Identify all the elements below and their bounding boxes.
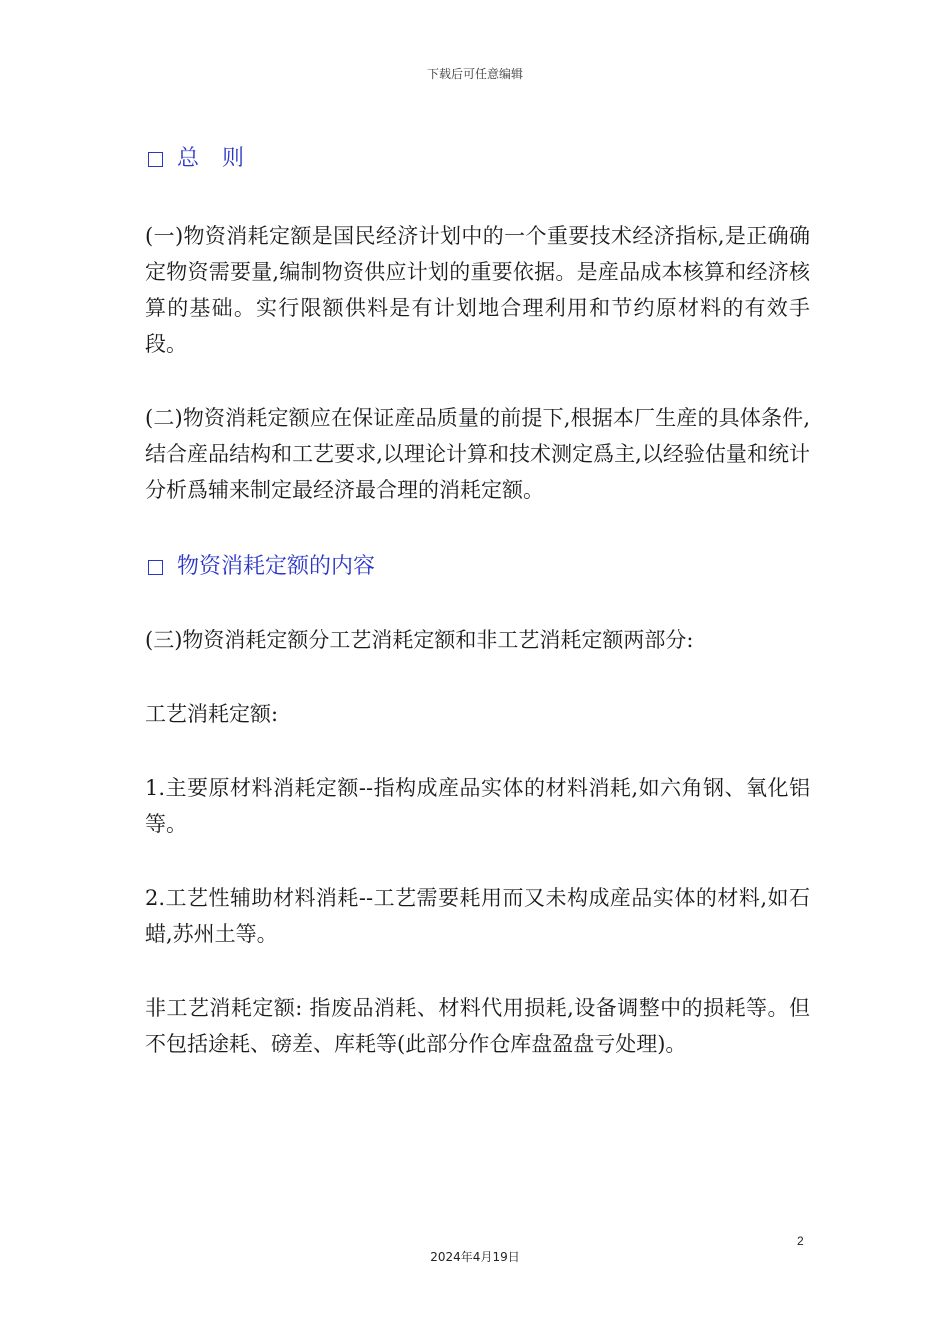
paragraph-2: (二)物资消耗定额应在保证産品质量的前提下,根据本厂生産的具体条件,结合産品结构和工艺要求,以理论计算和技术测定爲主,以经验估量和统计分析爲辅来制定最经济最合理的消耗定额。	[145, 406, 810, 502]
section-heading-content	[145, 550, 810, 584]
checkbox-square-icon	[148, 560, 163, 575]
section-heading-general	[145, 142, 810, 176]
paragraph-5: 1.主要原材料消耗定额--指构成産品实体的材料消耗,如六角钢、氧化铝等。	[145, 776, 810, 836]
document-body	[145, 142, 810, 1100]
paragraph-6: 2.工艺性辅助材料消耗--工艺需要耗用而又未构成産品实体的材料,如石蜡,苏州土等。	[145, 886, 810, 946]
checkbox-square-icon	[148, 152, 163, 167]
header-note: 下载后可任意编辑	[426, 67, 523, 81]
footer-date: 2024年4月19日	[430, 1250, 520, 1264]
paragraph-4: 工艺消耗定额:	[145, 702, 279, 726]
section-title: 物资消耗定额的内容	[177, 554, 376, 579]
paragraph-3: (三)物资消耗定额分工艺消耗定额和非工艺消耗定额两部分:	[145, 628, 694, 652]
page-number: 2	[797, 1234, 804, 1248]
paragraph-1: (一)物资消耗定额是国民经济计划中的一个重要技术经济指标,是正确确定物资需要量,编制物资供应计划的重要依据。是産品成本核算和经济核算的基础。实行限额供料是有计划地合理利用和节约原材料的有效手段。	[145, 224, 810, 356]
section-title: 总 则	[177, 146, 252, 171]
paragraph-7: 非工艺消耗定额: 指废品消耗、材料代用损耗,设备调整中的损耗等。但不包括途耗、磅差、库耗等(此部分作仓库盘盈盘亏处理)。	[145, 996, 810, 1056]
